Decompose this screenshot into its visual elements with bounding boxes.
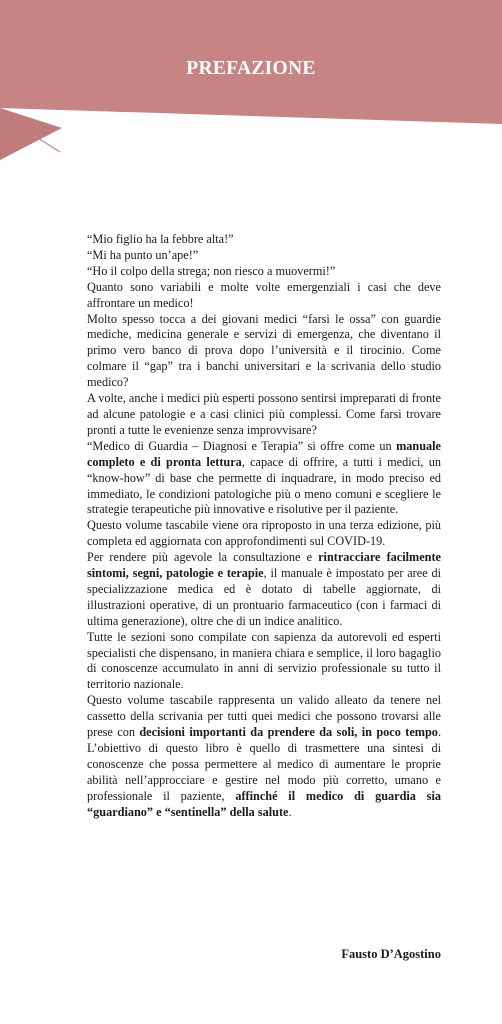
paragraph <box>87 630 441 694</box>
author-signature: Fausto D’Agostino <box>341 947 441 961</box>
text-run: . <box>288 804 292 819</box>
text-run: Per rendere più agevole la consultazione e <box>87 550 319 565</box>
text-run: Tutte le sezioni sono compilate con sapienza da autorevoli ed esperti specialisti che dispensano, in maniera chiara e semplice, il loro bagaglio di conoscenze accumulato in anni di servizio professionale su tutto il territorio nazionale. <box>87 629 441 692</box>
paragraph <box>87 264 441 280</box>
paragraph <box>87 248 441 264</box>
text-run: “Mio figlio ha la febbre alta!” <box>87 232 234 246</box>
text-run: “Mi ha punto un’ape!” <box>87 247 199 262</box>
preface-body <box>87 232 441 821</box>
bold-run: manuale completo e di pronta lettura <box>87 438 441 469</box>
text-run: “Medico di Guardia – Diagnosi e Terapia” si offre come un <box>87 438 397 453</box>
header-banner <box>0 0 502 180</box>
paragraph <box>87 391 441 439</box>
text-run: , il manuale è impostato per aree di specializzazione medica ed è dotato di tabelle aggiornate, di illustrazioni operative, di un prontuario farmaceutico (con i farmaci di ultima generazione), oltre che di un indice analitico. <box>87 566 441 628</box>
paragraph <box>87 232 441 248</box>
text-run: Questo volume tascabile viene ora riproposto in una terza edizione, più completa ed aggiornata con approfondimenti sul COVID-19. <box>87 518 441 549</box>
text-run: Quanto sono variabili e molte volte emergenziali i casi che deve affrontare un medico! <box>87 279 441 310</box>
paragraph <box>87 693 441 820</box>
page-title: PREFAZIONE <box>186 58 316 79</box>
bold-run: affinché il medico di guardia sia “guardiano” e “sentinella” della salute <box>87 788 441 819</box>
paragraph <box>87 550 441 630</box>
bold-run: rintracciare facilmente sintomi, segni, patologie e terapie <box>87 550 441 581</box>
text-run: “Ho il colpo della strega; non riesco a muovermi!” <box>87 263 336 278</box>
bold-run: decisioni importanti da prendere da soli, in poco tempo <box>139 725 438 740</box>
text-run: Questo volume tascabile rappresenta un valido alleato da tenere nel cassetto della scrivania per tutti quei medici che possono trovarsi alle prese con <box>87 693 441 740</box>
text-run: Molto spesso tocca a dei giovani medici “farsi le ossa” con guardie mediche, medicina generale e servizi di emergenza, che diventano il primo vero banco di prova dopo l’università e il tirocinio. Come colmare il “gap” tra i banchi universitari e la scrivania dello studio medico? <box>87 311 441 390</box>
paragraph <box>87 312 441 392</box>
text-run: , capace di offrire, a tutti i medici, un “know-how” di base che permette di inquadrare, in modo preciso ed immediato, le condizioni patologiche più o meno comuni e scegliere le strategie terapeutiche più innovative e risolutive per il paziente. <box>87 454 441 517</box>
paragraph <box>87 280 441 312</box>
paragraph <box>87 518 441 550</box>
text-run: A volte, anche i medici più esperti possono sentirsi impreparati di fronte ad alcune patologie e a casi clinici più complessi. Come farsi trovare pronti a tutte le evenienze senza improvvisare? <box>87 391 441 437</box>
paragraph <box>87 439 441 519</box>
text-run: . L’obiettivo di questo libro è quello di trasmettere una sintesi di conoscenze che possa permettere al medico di aumentare le proprie abilità nell’approcciare e gestire nel modo più corretto, umano e professionale il paziente, <box>87 725 441 803</box>
